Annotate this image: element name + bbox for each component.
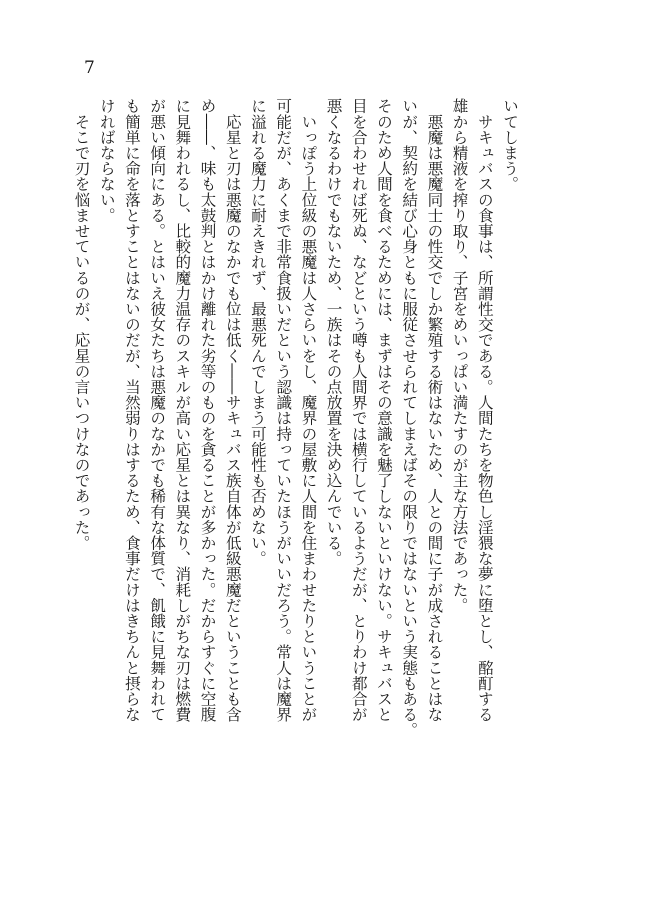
text-line: そこで刃を悩ませているのが、応星の言いつけなのであった。 [72, 98, 91, 551]
text-line: いっぽう上位級の悪魔は人さらいをし、魔界の屋敷に人間を住まわせたりということが [299, 98, 318, 722]
text-line: 応星と刃は悪魔のなかでも位は低く――サキュバス族自体が低級悪魔だということも含 [223, 98, 242, 722]
text-line: が悪い傾向にある。とはいえ彼女たちは悪魔のなかでも稀有な体質で、飢餓に見舞われて [148, 98, 167, 722]
text-line: ければならない。 [97, 98, 116, 223]
text-line: 目を合わせれば死ぬ、などという噂も人間界では横行しているようだが、とりわけ都合が [349, 98, 368, 722]
text-line: 可能だが、あくまで非常食扱いだという認識は持っていたほうがいいだろう。常人は魔界 [274, 98, 293, 722]
text-line: 雄から精液を搾り取り、子宮をめいっぱい満たすのが主な方法であった。 [450, 98, 469, 613]
text-line: に見舞われるし、比較的魔力温存のスキルが高い応星とは異なり、消耗しがちな刃は燃費 [173, 98, 192, 722]
text-line: 悪魔は悪魔同士の性交でしか繁殖する術はないため、人との間に子が成されることはな [425, 98, 444, 722]
page-number: 7 [84, 58, 95, 78]
text-line: そのため人間を食べるためには、まずはその意識を魅了しないといけない。サキュバスと [374, 98, 393, 722]
text-line: サキュバスの食事は、所謂性交である。人間たちを物色し淫猥な夢に堕とし、酩酊する [475, 98, 494, 722]
text-line: いてしまう。 [501, 98, 519, 192]
text-line: 悪くなるわけでもないため、一族はその点放置を決め込んでいる。 [324, 98, 343, 566]
novel-text-body [72, 98, 522, 858]
text-line: に溢れる魔力に耐えきれず、最悪死んでしまう可能性も否めない。 [248, 98, 267, 566]
text-line: も簡単に命を落とすことはないのだが、当然弱りはするため、食事だけはきちんと摂らな [122, 98, 141, 722]
text-line: いが、契約を結び心身ともに服従させられてしまえばその限りではないという実態もある。 [400, 98, 419, 738]
text-line: め――、味も太鼓判とはかけ離れた劣等のものを貪ることが多かった。だからすぐに空腹 [198, 98, 217, 722]
